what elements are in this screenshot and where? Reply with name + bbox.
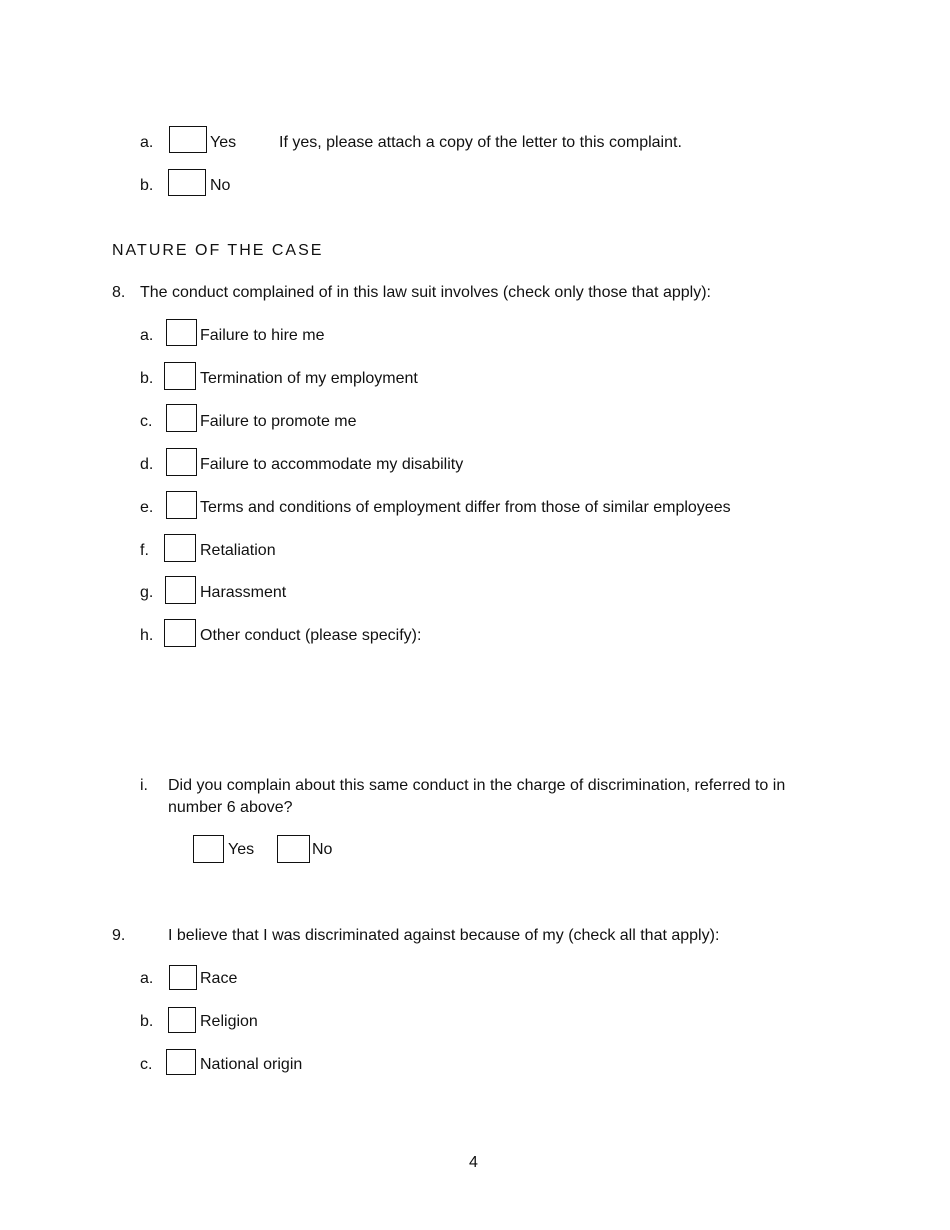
item-letter: e.: [140, 499, 154, 516]
question-number: 9.: [112, 927, 126, 944]
harassment-checkbox[interactable]: [165, 576, 196, 604]
option-label: Failure to accommodate my disability: [200, 456, 464, 473]
option-label: Failure to promote me: [200, 413, 357, 430]
other-conduct-checkbox[interactable]: [164, 619, 196, 647]
item-letter: c.: [140, 413, 153, 430]
retaliation-checkbox[interactable]: [164, 534, 196, 562]
item-letter: c.: [140, 1056, 153, 1073]
failure-to-promote-checkbox[interactable]: [166, 404, 197, 432]
failure-to-accommodate-checkbox[interactable]: [166, 448, 197, 476]
yes-checkbox[interactable]: [169, 126, 207, 153]
item-letter: g.: [140, 584, 154, 601]
option-label: Retaliation: [200, 542, 276, 559]
option-label: Other conduct (please specify):: [200, 627, 422, 644]
sub-question-line-2: number 6 above?: [168, 799, 293, 816]
page-number: 4: [469, 1154, 478, 1171]
item-letter: d.: [140, 456, 154, 473]
item-letter: a.: [140, 970, 154, 987]
item-letter: b.: [140, 177, 154, 194]
section-heading: NATURE OF THE CASE: [112, 242, 324, 259]
yes-label: Yes: [228, 841, 255, 858]
item-letter: b.: [140, 370, 154, 387]
termination-checkbox[interactable]: [164, 362, 196, 390]
option-label: National origin: [200, 1056, 303, 1073]
sub-question-line-1: Did you complain about this same conduct in the charge of discrimination, referred to in: [168, 777, 786, 794]
item-letter: b.: [140, 1013, 154, 1030]
question-number: 8.: [112, 284, 126, 301]
race-checkbox[interactable]: [169, 965, 197, 990]
failure-to-hire-checkbox[interactable]: [166, 319, 197, 346]
option-label: Termination of my employment: [200, 370, 418, 387]
option-label: Harassment: [200, 584, 287, 601]
option-label: Failure to hire me: [200, 327, 325, 344]
item-letter: a.: [140, 327, 154, 344]
question-text: I believe that I was discriminated against because of my (check all that apply):: [168, 927, 720, 944]
item-letter: i.: [140, 777, 148, 794]
no-label: No: [312, 841, 333, 858]
option-label: Terms and conditions of employment differ from those of similar employees: [200, 499, 731, 516]
no-label: No: [210, 177, 231, 194]
yes-label: Yes: [210, 134, 237, 151]
option-label: Religion: [200, 1013, 258, 1030]
no-checkbox[interactable]: [168, 169, 206, 196]
item-letter: h.: [140, 627, 154, 644]
item-letter: a.: [140, 134, 154, 151]
national-origin-checkbox[interactable]: [166, 1049, 196, 1075]
option-label: Race: [200, 970, 238, 987]
complained-no-checkbox[interactable]: [277, 835, 310, 863]
complained-yes-checkbox[interactable]: [193, 835, 224, 863]
item-letter: f.: [140, 542, 149, 559]
religion-checkbox[interactable]: [168, 1007, 196, 1033]
question-text: The conduct complained of in this law suit involves (check only those that apply):: [140, 284, 711, 301]
terms-conditions-checkbox[interactable]: [166, 491, 197, 519]
attach-letter-note: If yes, please attach a copy of the letter to this complaint.: [279, 134, 682, 151]
